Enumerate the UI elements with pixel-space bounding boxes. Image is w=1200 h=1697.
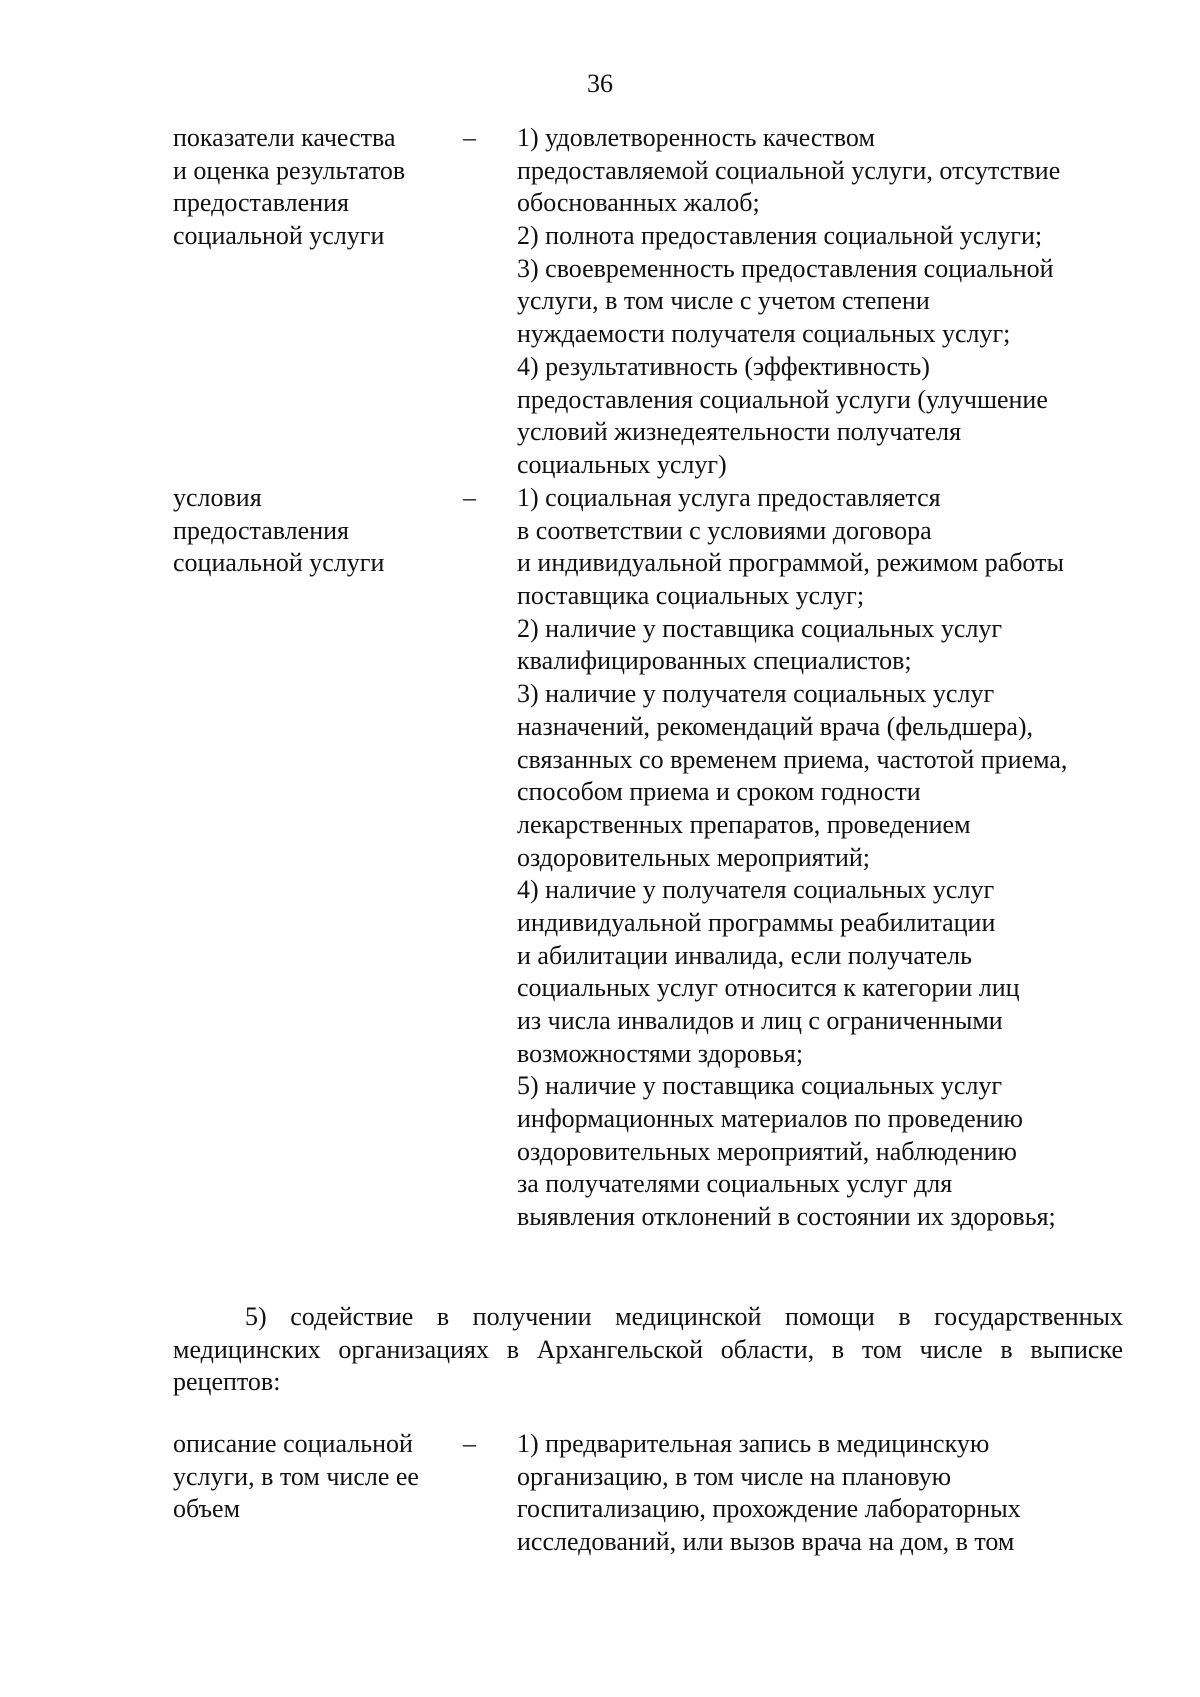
definition-line: возможностями здоровья;: [517, 1038, 804, 1068]
definition-line: социальных услуг): [517, 449, 727, 479]
definition-line: оздоровительных мероприятий;: [517, 842, 871, 872]
dash-separator: [463, 482, 493, 515]
definition-line: 3) наличие у получателя социальных услуг: [517, 679, 995, 709]
definition-line: предоставляемой социальной услуги, отсутствие: [517, 155, 1061, 185]
definition-line: и абилитации инвалида, если получатель: [517, 940, 972, 970]
definition-line: информационных материалов по проведению: [517, 1104, 1023, 1134]
paragraph-line: 5) содействие в получении медицинской помощи в государственных: [245, 1302, 1123, 1331]
term-line: социальной услуги: [173, 548, 385, 578]
term-line: социальной услуги: [173, 221, 385, 251]
definition-line: квалифицированных специалистов;: [517, 646, 912, 676]
definition-line: оздоровительных мероприятий, наблюдению: [517, 1136, 1017, 1166]
definition-line: 3) своевременность предоставления социальной: [517, 253, 1054, 283]
term-line: показатели качества: [173, 123, 396, 152]
dash-separator: [463, 122, 493, 155]
definition-line: связанных со временем приема, частотой приема,: [517, 744, 1068, 774]
definition-line: исследований, или вызов врача на дом, в том: [517, 1527, 1015, 1557]
term-line: условия: [173, 483, 262, 512]
dash-glyph: –: [463, 1429, 476, 1458]
dash-separator: [463, 1428, 493, 1461]
term-label: [173, 1428, 453, 1526]
definition-line: организацию, в том числе на плановую: [517, 1461, 952, 1491]
definition-line: услуги, в том числе с учетом степени: [517, 286, 930, 316]
term-line: услуги, в том числе ее: [173, 1461, 419, 1491]
paragraph-line: рецептов:: [173, 1367, 281, 1397]
paragraph-line: медицинских организациях в Архангельской области, в том числе в выписке: [173, 1334, 1123, 1364]
definition-line: в соответствии с условиями договора: [517, 515, 932, 545]
definition-line: 2) полнота предоставления социальной услуги;: [517, 221, 1043, 251]
definition-line: 1) социальная услуга предоставляется: [517, 483, 941, 512]
definition-line: способом приема и сроком годности: [517, 777, 921, 807]
term-line: и оценка результатов: [173, 155, 406, 185]
term-label: [173, 122, 453, 253]
term-line: предоставления: [173, 515, 349, 545]
definition-line: предоставления социальной услуги (улучшение: [517, 384, 1048, 414]
definition-line: лекарственных препаратов, проведением: [517, 809, 971, 839]
term-label: [173, 482, 453, 580]
definition-text: [517, 122, 1200, 482]
definition-line: из числа инвалидов и лиц с ограниченными: [517, 1006, 1003, 1035]
term-line: описание социальной: [173, 1429, 413, 1458]
dash-glyph: –: [463, 123, 476, 152]
definition-line: 4) наличие у получателя социальных услуг: [517, 875, 995, 905]
definition-line: поставщика социальных услуг;: [517, 581, 865, 611]
definition-line: условий жизнедеятельности получателя: [517, 417, 962, 447]
definition-line: назначений, рекомендаций врача (фельдшера),: [517, 711, 1034, 741]
term-line: объем: [173, 1494, 241, 1524]
term-line: предоставления: [173, 188, 349, 218]
definition-text: [517, 1428, 1200, 1559]
paragraph-medical-assistance: [173, 1301, 1123, 1399]
page-number: 36: [587, 69, 613, 98]
definition-line: социальных услуг относится к категории лиц: [517, 973, 1020, 1003]
definition-line: 1) удовлетворенность качеством: [517, 123, 875, 152]
definition-line: 5) наличие у поставщика социальных услуг: [517, 1071, 1003, 1101]
definition-line: 1) предварительная запись в медицинскую: [517, 1429, 990, 1458]
definition-line: нуждаемости получателя социальных услуг;: [517, 319, 1011, 349]
definition-line: выявления отклонений в состоянии их здоровья;: [517, 1202, 1056, 1232]
definition-line: госпитализацию, прохождение лабораторных: [517, 1494, 1021, 1524]
dash-glyph: –: [463, 483, 476, 512]
definition-line: за получателями социальных услуг для: [517, 1169, 953, 1199]
definition-line: обоснованных жалоб;: [517, 188, 760, 218]
definition-line: и индивидуальной программой, режимом работы: [517, 548, 1064, 578]
definition-line: индивидуальной программы реабилитации: [517, 907, 996, 937]
definition-text: [517, 482, 1200, 1234]
definition-line: 2) наличие у поставщика социальных услуг: [517, 613, 1003, 643]
definition-line: 4) результативность (эффективность): [517, 351, 930, 381]
